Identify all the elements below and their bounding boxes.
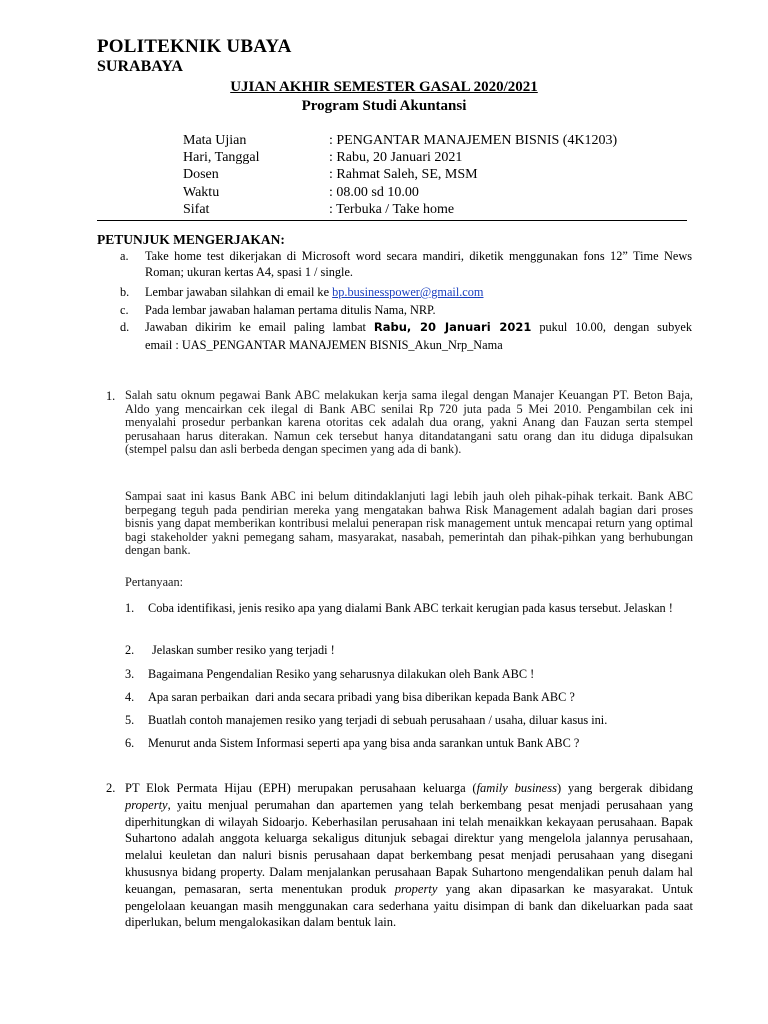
sub-question-text: Bagaimana Pengendalian Resiko yang seharusnya dilakukan oleh Bank ABC ! — [148, 667, 535, 681]
sub-question — [125, 690, 693, 705]
deadline-date: Rabu, 20 Januari 2021 — [373, 320, 532, 334]
instruction-b — [120, 284, 692, 300]
italic-term: property — [394, 881, 438, 896]
instruction-d — [120, 319, 692, 335]
question-paragraph — [125, 780, 693, 931]
instruction-marker: c. — [120, 303, 129, 317]
info-label: Dosen — [183, 167, 219, 183]
question-paragraph: Salah satu oknum pegawai Bank ABC melakukan kerja sama ilegal dengan Manajer Keuangan PT. Beton Baja, Aldo yang mencairkan cek ilegal di Bank ABC senilai Rp 720 juta pada 5 Mei 2010. Pengambilan cek ini menyalahi prosedur perbankan karena otoritas cek adalah dua orang, yakni Anang dan Fauzan serta stempel perusahaan harus diterakan. Namun cek tersebut hanya ditandatangani satu orang dan itu diduga dipalsukan (stempel palsu dan asli berbeda dengan specimen yang ada di bank). — [125, 388, 693, 457]
program-name: Program Studi Akuntansi — [301, 98, 467, 114]
sub-question-number: 3. — [125, 667, 135, 681]
info-value: : Terbuka / Take home — [329, 201, 455, 217]
italic-term: property — [125, 797, 168, 812]
instruction-c — [120, 302, 692, 318]
instruction-marker: d. — [120, 320, 130, 334]
sub-question — [125, 597, 693, 620]
info-value: : Rabu, 20 Januari 2021 — [329, 150, 463, 166]
sub-question-text: Menurut anda Sistem Informasi seperti apa yang bisa anda sarankan untuk Bank ABC ? — [148, 736, 580, 750]
info-label: Mata Ujian — [183, 133, 247, 148]
instruction-text — [145, 319, 692, 335]
info-row — [183, 132, 617, 149]
sub-question-text: Buatlah contoh manajemen resiko yang terjadi di sebuah perusahaan / usaha, diluar kasus ini. — [148, 713, 608, 727]
instruction-text: Take home test dikerjakan di Microsoft word secara mandiri, diketik menggunakan fons 12” Time News Roman; ukuran kertas A4, spasi 1 / single. — [145, 249, 692, 279]
sub-question-number: 1. — [125, 601, 135, 615]
sub-question-number: 5. — [125, 713, 135, 727]
instruction-marker: b. — [120, 285, 130, 299]
exam-info-table — [183, 132, 617, 218]
info-value: : PENGANTAR MANAJEMEN BISNIS (4K1203) — [329, 133, 618, 148]
info-label: Waktu — [183, 184, 220, 200]
text-run: yang akan dipasarkan ke masyarakat. Untuk pengelolaan keuangan masih menggunakan cara sederhana yaitu disimpan di bank dan dikeluarkan pada saat diperlukan, belum mengalokasikan dalam bentuk lain. — [125, 881, 693, 930]
instructions-title: PETUNJUK MENGERJAKAN: — [97, 232, 285, 247]
instruction-text-part: Jawaban dikirim ke email paling lambat — [145, 320, 366, 334]
info-row — [183, 166, 617, 183]
questions-label: Pertanyaan: — [125, 575, 184, 589]
instruction-a — [120, 248, 692, 280]
info-row — [183, 201, 617, 218]
text-run: ) yang bergerak dibidang — [556, 781, 693, 795]
sub-question-number: 2. — [125, 643, 135, 657]
info-row — [183, 149, 617, 166]
text-run: PT Elok Permata Hijau (EPH) merupakan perusahaan keluarga ( — [125, 781, 477, 795]
school-name: POLITEKNIK UBAYA — [97, 36, 292, 57]
instruction-d-line2: email : UAS_PENGANTAR MANAJEMEN BISNIS_Akun_Nrp_Nama — [145, 338, 503, 352]
instruction-text — [145, 284, 692, 300]
email-link[interactable]: bp.businesspower@gmail.com — [332, 285, 484, 299]
instruction-text-part: Lembar jawaban silahkan di email ke — [145, 285, 330, 299]
info-value: : Rahmat Saleh, SE, MSM — [329, 167, 478, 183]
question-number: 2. — [106, 781, 116, 795]
sub-question — [125, 736, 693, 751]
instruction-text: Pada lembar jawaban halaman pertama ditulis Nama, NRP. — [145, 303, 436, 317]
instruction-text-part: pukul 10.00, dengan subyek — [539, 320, 692, 334]
instruction-marker: a. — [120, 249, 129, 263]
sub-question-text: Jelaskan sumber resiko yang terjadi ! — [152, 643, 335, 657]
info-value: : 08.00 sd 10.00 — [329, 184, 419, 200]
sub-question — [125, 713, 693, 728]
city-name: SURABAYA — [97, 58, 183, 75]
text-run: , yaitu menjual perumahan dan apartemen yang telah berkembang pesat menjadi perusahaan yang diperhitungkan di wilayah Sidoarjo. Keberhasilan perusahaan ini telah menaikkan kekayaan perusahaan. Bapak Suhartono adalah anggota keluarga sekaligus ditunjuk sebagai direktur yang mengelola jalannya perusahaan, melalui keuletan dan naluri bisnis perusahaan dapat berkembang pesat menjadi perusahaan yang disegani khususnya bidang property. Dalam menjalankan perusahaan Bapak Suhartono mengendalikan penuh dalam hal keuangan, pemasaran, serta menentukan produk — [125, 797, 693, 896]
italic-term: family business — [476, 781, 557, 795]
info-label: Hari, Tanggal — [183, 150, 260, 166]
sub-question-text: Apa saran perbaikan dari anda secara pribadi yang bisa diberikan kepada Bank ABC ? — [148, 690, 575, 704]
info-label: Sifat — [183, 201, 210, 217]
sub-question-text: Coba identifikasi, jenis resiko apa yang dialami Bank ABC terkait kerugian pada kasus tersebut. Jelaskan ! — [148, 601, 673, 615]
sub-question — [125, 643, 693, 658]
exam-title: UJIAN AKHIR SEMESTER GASAL 2020/2021 — [230, 79, 538, 95]
sub-question-number: 6. — [125, 736, 135, 750]
sub-question — [125, 667, 693, 682]
header-divider — [97, 220, 687, 221]
question-paragraph: Sampai saat ini kasus Bank ABC ini belum ditindaklanjuti lagi lebih jauh oleh pihak-pihak terkait. Bank ABC berpegang teguh pada pendirian mereka yang mengatakan bahwa Risk Management adalah bagian dari proses bisnis yang dapat memberikan kontribusi melalui penerapan risk management untuk mencapai return yang optimal bagi stakeholder yakni pemegang saham, masyarakat, nasabah, pemerintah dan pihak-pihkan yang berhubungan dengan bank. — [125, 489, 693, 558]
info-row — [183, 184, 617, 201]
sub-question-number: 4. — [125, 690, 135, 704]
question-number: 1. — [106, 389, 116, 403]
